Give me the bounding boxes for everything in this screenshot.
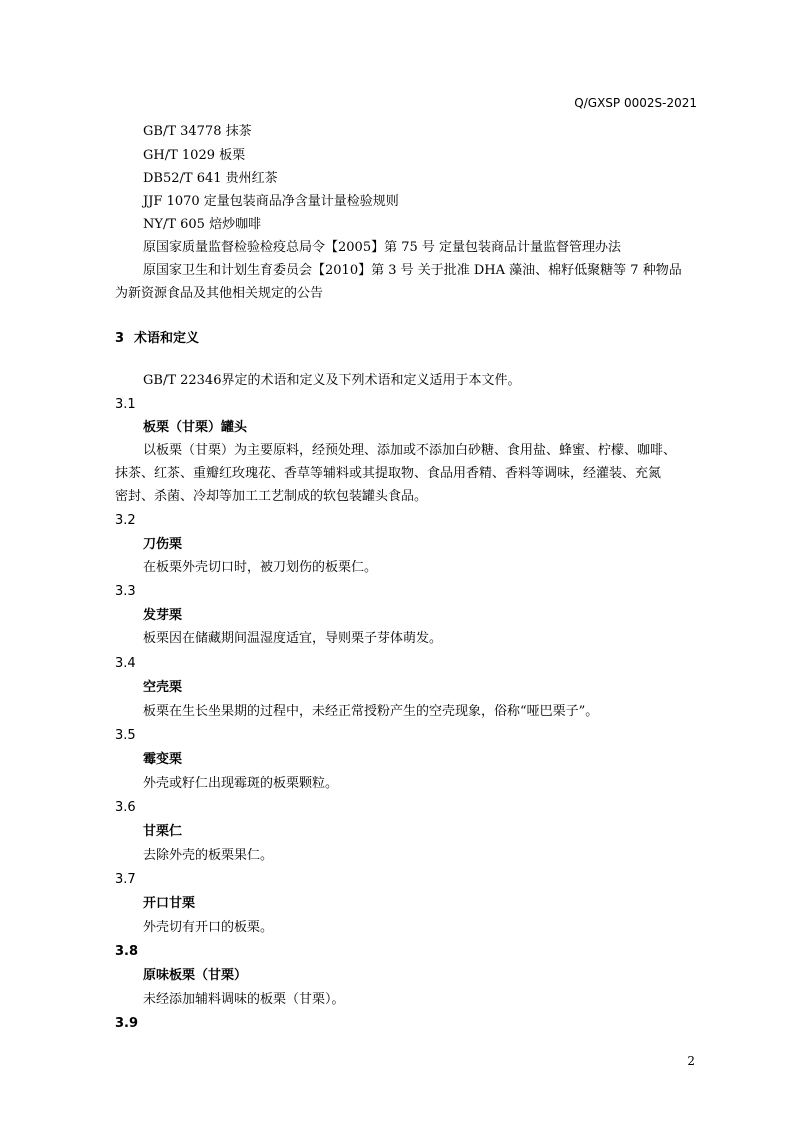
reference-item: 原国家卫生和计划生育委员会【2010】第 3 号 关于批准 DHA 藻油、棉籽低聚糖等 7 种物品	[143, 263, 682, 278]
reference-item: GH/T 1029 板栗	[143, 148, 246, 163]
term-definition: 去除外壳的板栗果仁。	[143, 848, 274, 863]
term-title: 发芽栗	[143, 608, 183, 623]
document-code-header: Q/GXSP 0002S-2021	[574, 96, 697, 110]
term-definition: 密封、杀菌、冷却等加工工艺制成的软包装罐头食品。	[115, 489, 428, 504]
term-definition: 抹茶、红茶、重瓣红玫瑰花、香草等辅料或其提取物、食品用香精、香料等调味，经灌装、充氮	[115, 466, 662, 481]
term-definition: 板栗因在储藏期间温湿度适宜，导则栗子芽体萌发。	[143, 631, 443, 646]
term-title: 刀伤栗	[143, 537, 183, 552]
term-number: 3.3	[115, 584, 136, 599]
section-title: 术语和定义	[134, 331, 200, 346]
reference-item: JJF 1070 定量包装商品净含量计量检验规则	[143, 194, 399, 209]
term-number: 3.2	[115, 513, 136, 528]
term-number: 3.5	[115, 728, 136, 743]
term-definition: 外壳或籽仁出现霉斑的板栗颗粒。	[143, 776, 339, 791]
reference-item-continuation: 为新资源食品及其他相关规定的公告	[115, 286, 324, 301]
term-number: 3.8	[115, 944, 139, 959]
term-number: 3.4	[115, 656, 136, 671]
term-number: 3.9	[115, 1016, 139, 1031]
term-title: 霉变栗	[143, 752, 183, 767]
term-number: 3.6	[115, 800, 136, 815]
term-title: 原味板栗（甘栗）	[143, 968, 248, 983]
reference-item: GB/T 34778 抹茶	[143, 124, 252, 139]
reference-item: NY/T 605 焙炒咖啡	[143, 217, 262, 232]
reference-item: 原国家质量监督检验检疫总局令【2005】第 75 号 定量包装商品计量监督管理办法	[143, 240, 622, 255]
term-title: 甘栗仁	[143, 824, 183, 839]
term-title: 开口甘栗	[143, 896, 196, 911]
section-intro: GB/T 22346界定的术语和定义及下列术语和定义适用于本文件。	[143, 373, 521, 388]
term-number: 3.1	[115, 397, 136, 412]
term-title: 板栗（甘栗）罐头	[143, 420, 248, 435]
page-number: 2	[687, 1054, 695, 1068]
term-title: 空壳栗	[143, 680, 183, 695]
term-number: 3.7	[115, 872, 136, 887]
term-definition: 以板栗（甘栗）为主要原料，经预处理、添加或不添加白砂糖、食用盐、蜂蜜、柠檬、咖啡、	[143, 443, 677, 458]
term-definition: 未经添加辅料调味的板栗（甘栗）。	[143, 992, 345, 1007]
reference-item: DB52/T 641 贵州红茶	[143, 171, 278, 186]
term-definition: 在板栗外壳切口时，被刀划伤的板栗仁。	[143, 560, 378, 575]
section-number: 3	[115, 331, 125, 346]
term-definition: 板栗在生长坐果期的过程中，未经正常授粉产生的空壳现象，俗称“哑巴栗子”。	[143, 704, 599, 719]
term-definition: 外壳切有开口的板栗。	[143, 920, 274, 935]
